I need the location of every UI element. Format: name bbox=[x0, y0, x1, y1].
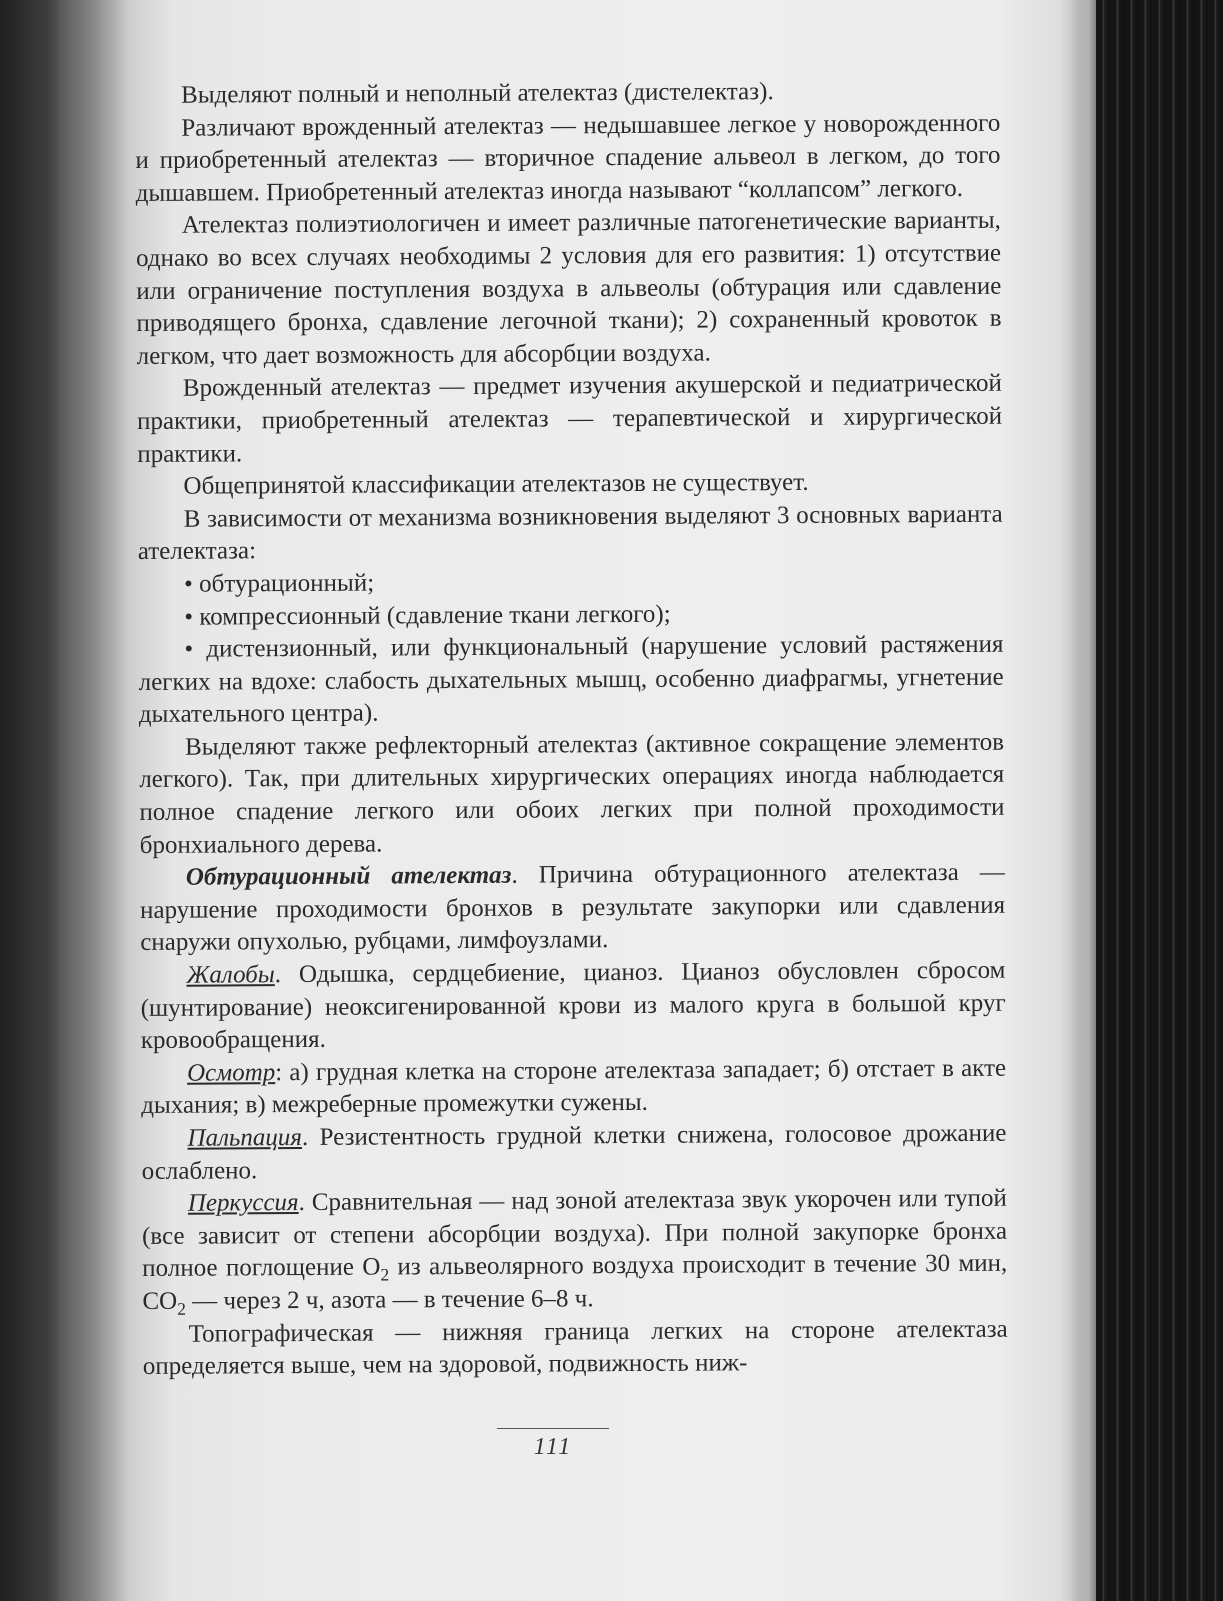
paragraph: Врожденный ателектаз — предмет изучения акушерской и педиатрической практики, приобретенный ателектаз — терапевтической и хирургической практики. bbox=[137, 370, 1003, 468]
subsection-label: Жалобы bbox=[186, 961, 275, 989]
list-item: • компрессионный (сдавление ткани легкого); bbox=[184, 600, 671, 631]
page-body bbox=[135, 75, 1008, 1384]
subsection-label: Осмотр bbox=[186, 1058, 276, 1087]
paragraph: Общепринятой классификации ателектазов не существует. bbox=[183, 469, 809, 500]
obturation-paragraph bbox=[140, 857, 1006, 960]
percussion-paragraph bbox=[142, 1183, 1008, 1319]
footer-rule bbox=[497, 1428, 609, 1429]
paragraph-text: . Сравнительная — над зоной ателектаза звук укорочен или тупой (все зависит от степени абсорбции воздуха). При полной закупорке бронха полное поглощение O bbox=[141, 1184, 1008, 1283]
paragraph-text: . Причина обтурационного ателектаза — нарушение проходимости бронхов в результате закупорки или сдавления снаружи опухолью, рубцами, лимфоузлами. bbox=[139, 858, 1006, 957]
list-item: • дистензионный, или функциональный (нарушение условий растяжения легких на вдохе: слабость дыхательных мышц, особенно диафрагмы, угнетение дыхательного центра). bbox=[138, 630, 1004, 729]
subsection-label: Пальпация bbox=[187, 1124, 302, 1152]
subscript: 2 bbox=[177, 1298, 187, 1319]
paragraph-text: — через 2 ч, азота — в течение 6–8 ч. bbox=[185, 1285, 594, 1315]
book-binding-edge bbox=[1096, 0, 1223, 1601]
paragraph-text: . Одышка, сердцебиение, цианоз. Цианоз обусловлен сбросом (шунтирование) неоксигенированной крови из малого круга в большой круг кровообращения. bbox=[140, 956, 1006, 1055]
complaints-paragraph bbox=[140, 955, 1006, 1058]
palpation-paragraph bbox=[141, 1118, 1006, 1188]
right-page-edge-shadow bbox=[1060, 0, 1100, 1601]
paragraph: Различают врожденный ателектаз — недышавшее легкое у новорожденного и приобретенный ателектаз — вторичное спадение альвеол в легком, до того дышавшем. Приобретенный ателектаз иногда называют “коллапсом” легкого. bbox=[135, 109, 1001, 207]
inspection-paragraph bbox=[141, 1053, 1006, 1123]
paragraph: Топографическая — нижняя граница легких на стороне ателектаза определяется выше, чем на здоровой, подвижность ниж- bbox=[142, 1315, 1008, 1381]
paragraph-text: из альвеолярного воздуха происходит в течение 30 мин, CO bbox=[142, 1250, 1008, 1315]
subsection-label: Перкуссия bbox=[187, 1189, 299, 1217]
list-item: • обтурационный; bbox=[183, 569, 375, 598]
section-heading: Обтурационный ателектаз bbox=[185, 861, 512, 891]
paragraph-text: . Резистентность грудной клетки снижена, голосовое дрожание ослаблено. bbox=[141, 1119, 1007, 1185]
left-page-gutter-shadow bbox=[0, 0, 60, 1601]
paragraph: Ателектаз полиэтиологичен и имеет различные патогенетические варианты, однако во всех случаях необходимы 2 условия для его развития: 1) отсутствие или ограничение поступления воздуха в альвеолы (обтурация или сдавление приводящего бронха, сдавление легочной ткани); 2) сохраненный кровоток в легком, что дает возможность для абсорбции воздуха. bbox=[136, 207, 1002, 370]
paragraph: Выделяют также рефлекторный ателектаз (активное сокращение элементов легкого). Так, при длительных хирургических операциях иногда наблюдается полное спадение легкого или обоих легких при полной проходимости бронхиального дерева. bbox=[139, 728, 1005, 859]
paragraph: В зависимости от механизма возникновения выделяют 3 основных варианта ателектаза: bbox=[137, 500, 1003, 566]
page-number: 111 bbox=[533, 1434, 573, 1460]
paragraph: Выделяют полный и неполный ателектаз (дистелектаз). bbox=[181, 78, 774, 109]
subscript: 2 bbox=[380, 1264, 390, 1285]
paragraph-text: : а) грудная клетка на стороне ателектаза западает; б) отстает в акте дыхания; в) межреберные промежутки сужены. bbox=[141, 1054, 1007, 1120]
